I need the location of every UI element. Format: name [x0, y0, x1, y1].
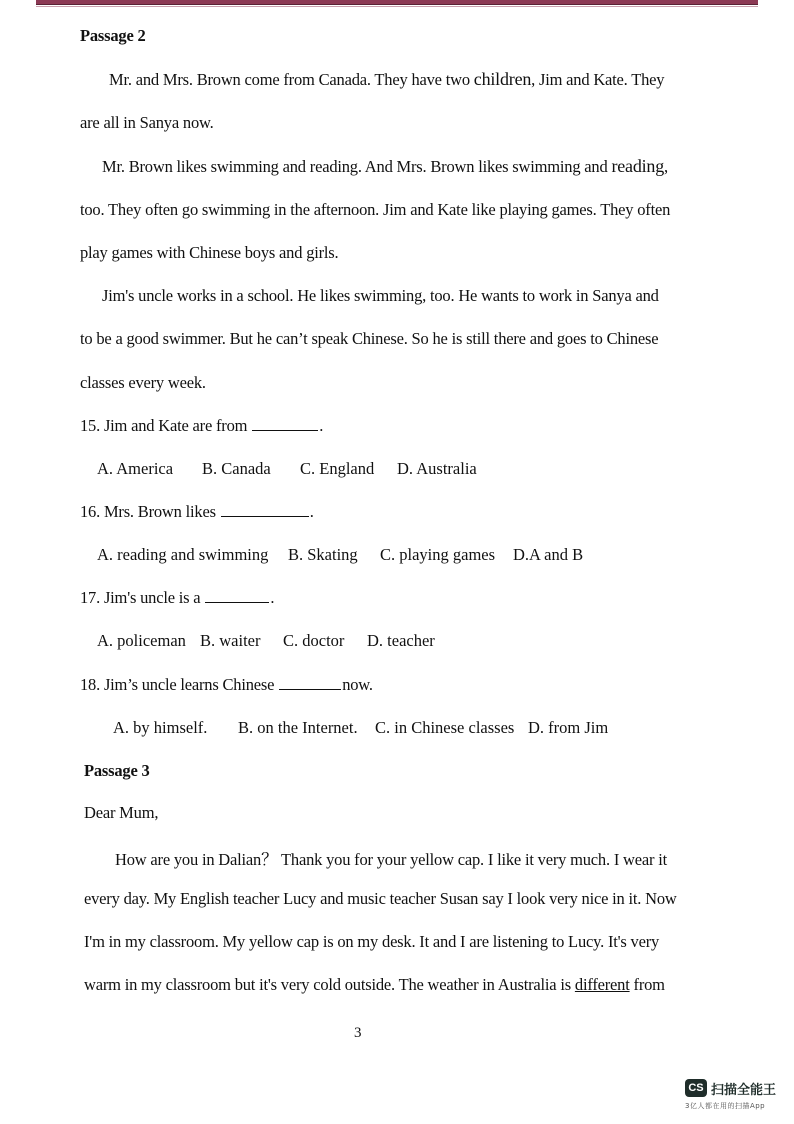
- passage2-heading: Passage 2: [80, 26, 146, 45]
- q18-option-c: C. in Chinese classes: [375, 718, 515, 737]
- text-segment: Mr. Brown likes swimming and reading. And Mrs. Brown likes swimming and: [102, 157, 612, 176]
- passage2-p2-line1: [102, 156, 668, 177]
- question-16-stem: [80, 502, 314, 522]
- passage3-line2: every day. My English teacher Lucy and music teacher Susan say I look very nice in it. Now: [84, 889, 677, 908]
- passage3-line1: How are you in Dalian？ Thank you for your yellow cap. I like it very much. I wear it: [115, 850, 667, 869]
- text-segment: .: [319, 416, 324, 435]
- text-segment: children: [473, 69, 532, 89]
- text-segment: warm in my classroom but it's very cold outside. The weather in Australia is: [84, 975, 575, 994]
- passage3-greeting: Dear Mum,: [84, 803, 159, 822]
- text-segment: 15. Jim and Kate are from: [80, 416, 252, 435]
- text-segment: , Jim and Kate. They: [531, 70, 665, 89]
- underlined-word: different: [574, 975, 630, 994]
- passage2-p1-line1: [109, 69, 664, 90]
- q16-option-b: B. Skating: [288, 545, 358, 564]
- q16-option-d: D.A and B: [513, 545, 584, 564]
- passage2-p2-line2: too. They often go swimming in the afternoon. Jim and Kate like playing games. They often: [80, 200, 671, 219]
- text-segment: reading: [611, 156, 665, 176]
- answer-blank: [205, 588, 269, 603]
- text-segment: now.: [342, 675, 373, 694]
- q16-option-a: A. reading and swimming: [97, 545, 269, 564]
- text-segment: 17. Jim's uncle is a: [80, 588, 205, 607]
- passage2-p3-line1: Jim's uncle works in a school. He likes swimming, too. He wants to work in Sanya and: [102, 286, 659, 305]
- question-15-stem: [80, 416, 323, 436]
- answer-blank: [221, 502, 309, 517]
- q18-option-b: B. on the Internet.: [238, 718, 358, 737]
- question-18-stem: [80, 675, 373, 695]
- text-segment: 18. Jim’s uncle learns Chinese: [80, 675, 279, 694]
- passage3-heading: Passage 3: [84, 761, 150, 780]
- passage2-p1-line2: are all in Sanya now.: [80, 113, 214, 132]
- scanner-tagline: 3亿人都在用的扫描App: [685, 1102, 766, 1110]
- text-segment: 16. Mrs. Brown likes: [80, 502, 220, 521]
- text-segment: ,: [664, 157, 668, 176]
- text-segment: .: [309, 502, 314, 521]
- text-segment: .: [270, 588, 275, 607]
- q17-option-b: B. waiter: [200, 631, 261, 650]
- passage3-line3: I'm in my classroom. My yellow cap is on my desk. It and I are listening to Lucy. It's very: [84, 932, 660, 951]
- top-border: [36, 0, 758, 5]
- passage2-p3-line3: classes every week.: [80, 373, 206, 392]
- answer-blank: [252, 416, 318, 431]
- passage2-p3-line2: to be a good swimmer. But he can’t speak Chinese. So he is still there and goes to Chinese: [80, 329, 659, 348]
- text-segment: from: [629, 975, 665, 994]
- q17-option-c: C. doctor: [283, 631, 345, 650]
- page-number: 3: [354, 1025, 362, 1041]
- q16-option-c: C. playing games: [380, 545, 496, 564]
- q17-option-a: A. policeman: [97, 631, 186, 650]
- q15-option-c: C. England: [300, 459, 375, 478]
- question-17-stem: [80, 588, 274, 608]
- q15-option-a: A. America: [97, 459, 174, 478]
- q18-option-d: D. from Jim: [528, 718, 609, 737]
- passage2-p2-line3: play games with Chinese boys and girls.: [80, 243, 339, 262]
- passage3-line4: [84, 975, 665, 995]
- q18-option-a: A. by himself.: [113, 718, 208, 737]
- text-segment: Mr. and Mrs. Brown come from Canada. They have two: [109, 70, 474, 89]
- q15-option-d: D. Australia: [397, 459, 477, 478]
- scanner-logo-icon: CS: [685, 1079, 707, 1097]
- q17-option-d: D. teacher: [367, 631, 435, 650]
- q15-option-b: B. Canada: [202, 459, 271, 478]
- scanner-watermark: [685, 1079, 785, 1119]
- answer-blank: [279, 675, 341, 690]
- scanner-app-name: 扫描全能王: [711, 1083, 777, 1098]
